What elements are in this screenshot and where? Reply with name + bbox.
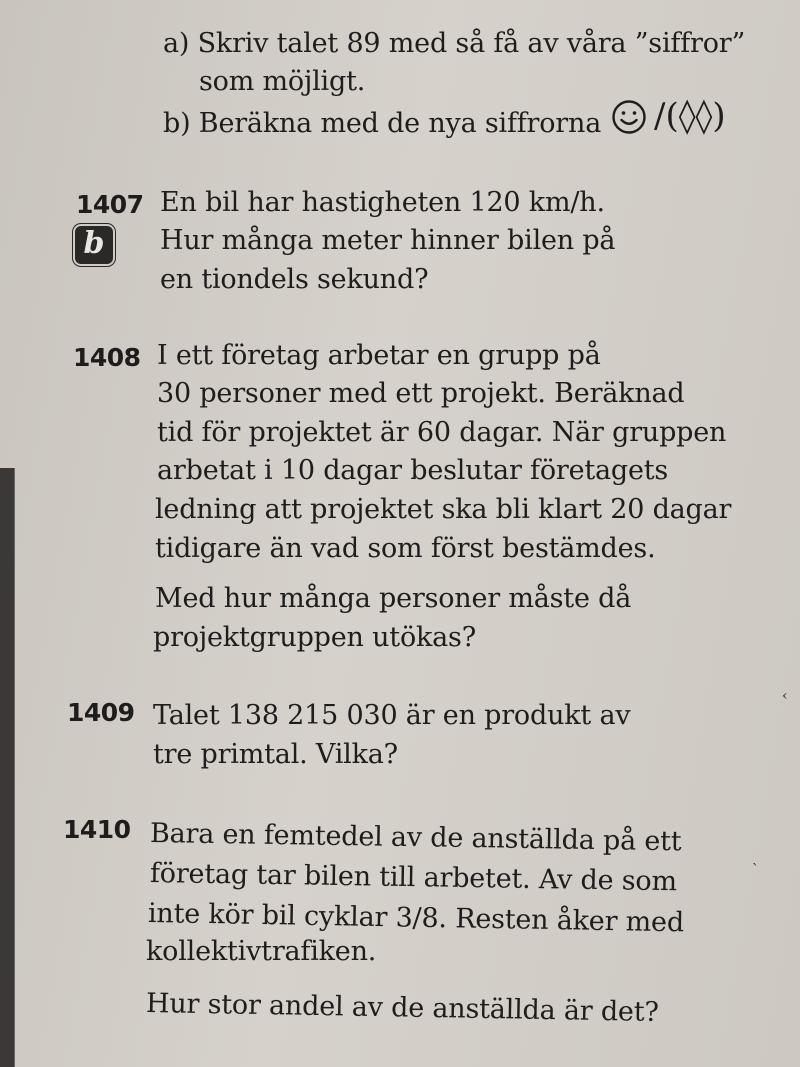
problem-1408-line-7: Med hur många personer måste då [155, 583, 632, 614]
problem-number-1410: 1410 [63, 815, 131, 844]
part-b-line: b) Beräkna med de nya siffrorna [163, 108, 602, 139]
paper-speck: ` [752, 862, 759, 878]
problem-1409-line-2: tre primtal. Vilka? [153, 739, 398, 770]
problem-1410-line-4: kollektivtrafiken. [146, 936, 377, 967]
problem-1409-line-1: Talet 138 215 030 är en produkt av [153, 700, 631, 731]
part-a-line-1: a) Skriv talet 89 med så få av våra ”siffror” [163, 28, 746, 59]
problem-1410-line-2: företag tar bilen till arbetet. Av de som [149, 858, 678, 898]
difficulty-badge-b: b [75, 226, 113, 264]
problem-1408-line-2: 30 personer med ett projekt. Beräknad [157, 378, 685, 409]
problem-1408-line-1: I ett företag arbetar en grupp på [157, 340, 601, 371]
smiley-icon [611, 99, 647, 135]
page-edge-bar [0, 468, 15, 1067]
problem-1408-line-5: ledning att projektet ska bli klart 20 dagar [155, 494, 732, 525]
problem-1408-line-4: arbetat i 10 dagar beslutar företagets [157, 455, 669, 486]
problem-1410-line-5: Hur stor andel av de anställda är det? [145, 988, 659, 1028]
problem-1410-line-1: Bara en femtedel av de anställda på ett [149, 818, 682, 858]
problem-1408-line-6: tidigare än vad som först bestämdes. [155, 533, 656, 564]
problem-1410-line-3: inte kör bil cyklar 3/8. Resten åker med [147, 898, 685, 939]
problem-1408-line-3: tid för projektet är 60 dagar. När gruppen [157, 417, 727, 448]
problem-1408-line-8: projektgruppen utökas? [153, 622, 476, 653]
problem-1407-line-2: Hur många meter hinner bilen på [160, 225, 616, 256]
problem-1407-line-3: en tiondels sekund? [160, 264, 429, 295]
paper-speck: ‹ [782, 688, 788, 704]
problem-number-1409: 1409 [67, 698, 135, 727]
problem-1407-line-1: En bil har hastigheten 120 km/h. [160, 187, 605, 218]
symbol-notation: /(◊◊) [654, 96, 726, 136]
problem-number-1407: 1407 [76, 190, 144, 219]
problem-number-1408: 1408 [73, 343, 141, 372]
part-a-line-2: som möjligt. [199, 66, 366, 97]
